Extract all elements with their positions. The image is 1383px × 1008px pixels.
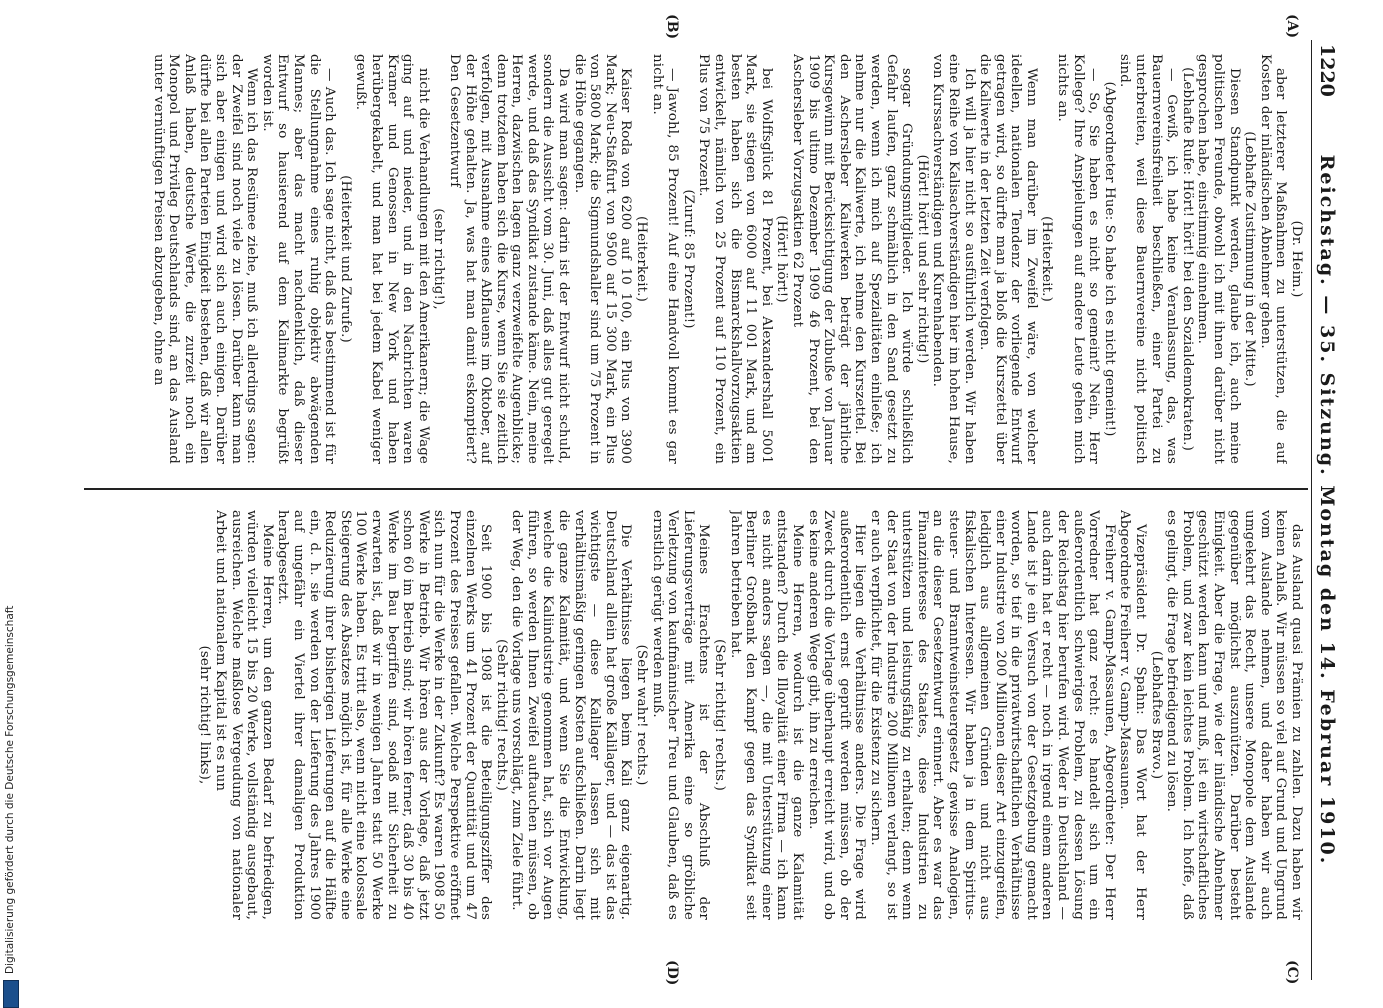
paragraph: (sehr richtig!), (431, 208, 447, 310)
paragraph: — Gewiß, ich habe keine Veranlassung, das, was Bauernvereinsfreiheit beschließen, einer Partei zu unterbreiten, weil diese Bauernvereine nicht politisch sind. (1117, 54, 1180, 464)
page-header (1311, 40, 1340, 980)
margin-mark-c: (C) (1284, 960, 1300, 985)
paragraph: Vizepräsident Dr. Spahn: Das Wort hat der Herr Abgeordnete Freiherr v. Gamp-Massaunen. (1117, 510, 1149, 920)
left-text-column (94, 54, 1304, 464)
margin-mark-d: (D) (664, 960, 680, 986)
paragraph: (Hört! hört! und sehr richtig!) (914, 154, 930, 364)
right-text-column (94, 510, 1304, 920)
paragraph: bei Wolffsglück 81 Prozent, bei Alexandershall 5001 Mark, sie stiegen von 6000 auf 11 001 Mark, und am besten haben sich die Bismarckshallvorzugsaktien entwickelt, nämlich von 25 Prozent auf 110 Prozent, ein Plus von 75 Prozent. (696, 54, 774, 464)
paragraph: sogar Gründungsmitglieder. Ich würde schließlich Gefahr laufen, ganz schmählich in den Sand gesetzt zu werden, wenn ich mich auf Spezialitäten einließe; ich nehme nur die Kaliwerte, ich nehme den Kurszettel. Bei den Aschersleber Kaliwerken beträgt der jährliche Kursgewinn mit Berücksichtigung der Zubuße von Januar 1909 bis ultimo Dezember 1909 46 Prozent, bei den Aschersleber Vorzugsaktien 62 Prozent (790, 54, 915, 464)
dfg-logo-icon (3, 980, 19, 1008)
paragraph: — Auch das. Ich sage nicht, daß das bestimmend ist für die Stellungnahme eines ruhig objektiv abwägenden Mannes; aber das macht nachdenklich, daß dieser Entwurf so hausierend auf dem Kalimarkte begrüßt worden ist. (259, 54, 338, 464)
paragraph: das Ausland quasi Prämien zu zahlen. Dazu haben wir keinen Anlaß. Wir müssen so viel auf Grund und Ungrund vom Auslande nehmen, und daher haben wir auch umgekehrt das Recht, unsere Monopole dem Auslande gegenüber möglichst auszunützen. Darüber besteht Einigkeit. Aber die Frage, wie der inländische Abnehmer geschützt werden kann und muß, ist ein wirtschaftliches Problem, und zwar kein leichtes Problem. Ich hoffe, daß es gelingt, die Frage befriedigend zu lösen. (1164, 510, 1304, 920)
paragraph: Diesen Standpunkt werden, glaube ich, auch meine politischen Freunde, obwohl ich mit ihnen darüber nicht gesprochen habe, einstimmig einnehmen. (1195, 54, 1242, 464)
paragraph: nicht die Verhandlungen mit den Amerikanern; die Wage ging auf und nieder, und in den Nachrichten waren Kramer und Genossen in New York und haben herübergekabelt, und man hat bei jedem Kabel weniger gewußt. (353, 54, 431, 464)
paragraph: Seit 1900 bis 1908 ist die Beteiligungsziffer des einzelnen Werks um 41 Prozent der Quantität und um 47 Prozent des Preises gefallen. Welche Perspektive eröffnet sich nun für die Werke in der Zukunft? Es waren 1908 50 Werke in Betrieb. Wir hören aus der Vorlage, daß jetzt schon 60 im Betrieb sind; wir hören ferner, daß 30 bis 40 Werke im Bau begriffen sind, sodaß mit Sicherheit zu erwarten ist, daß wir in wenigen Jahren statt 50 Werke 100 Werke haben. Es tritt also, wenn nicht eine kolossale Steigerung des Absatzes möglich ist, für alle Werke eine Reduzierung ihrer bisherigen Lieferungen auf die Hälfte ein, d. h. sie werden von der Lieferung des Jahres 1900 auf ungefähr ein Viertel ihrer damaligen Produktion herabgesetzt. (275, 510, 494, 920)
paragraph: (Sehr richtig! rechts.) (712, 639, 728, 791)
credit-sidebar (2, 14, 20, 999)
column-divider (84, 488, 1308, 490)
paragraph: (Heiterkeit und Zurufe.) (337, 175, 353, 343)
paragraph: — Jawohl, 85 Prozent! Auf eine Handvoll kommt es gar nicht an. (649, 54, 681, 464)
page-number: 1220 (1316, 44, 1338, 97)
paragraph: Wenn ich das Resümee ziehe, muß ich allerdings sagen: der Zweifel sind noch viele zu lösen. Darüber kann man sich aber einigen und wird sich auch einigen. Darüber dürfte bei allen Parteien Einigkeit bestehen, daß wir allen Anlaß haben, deutsche Werte, die zurzeit noch ein Monopol und Privileg Deutschlands sind, an das Ausland unter vernünftigen Preisen abzugeben, ohne an (150, 54, 260, 464)
paragraph: aber letzterer Maßnahmen zu unterstützen, die auf Kosten der inländischen Abnehmer gehen. (1257, 54, 1289, 464)
page-title: Reichstag. — 35. Sitzung. Montag den 14. Februar 1910. (1316, 154, 1338, 866)
paragraph: (sehr richtig! links), (197, 645, 213, 785)
digitization-credit: Digitalisierung gefördert durch die Deutsche Forschungsgemeinschaft (4, 605, 16, 974)
paragraph: (Abgeordneter Hue: So habe ich es nicht gemeint!) (1101, 81, 1117, 437)
paragraph: (Lebhafte Zustimmung in der Mitte.) (1242, 131, 1258, 387)
paragraph: Da wird man sagen: darin ist der Entwurf nicht schuld, sondern die Aussicht vom 30. Juni, daß alles gut geregelt werde, und daß das Syndikat zustande käme. Nein, meine Herren, dazwischen lagen ganz verzweifelte Augenblicke; denn trotzdem haben sich die Kurse, wenn Sie sie zeitlich verfolgen, mit Ausnahme eines Abflauens im Oktober, auf der Höhe gehalten. Ja, was hat man damit eskomptiert? Den Gesetzentwurf (446, 54, 572, 464)
paragraph: (Sehr richtig! rechts.) (493, 639, 509, 791)
paragraph: — So, Sie haben es nicht so gemeint? Nein, Herr Kollege? Ihre Anspielungen auf andere Leute gehen mich nichts an. (1055, 54, 1102, 464)
paragraph: (Lebhaftes Bravo.) (1148, 650, 1164, 780)
paragraph: (Lebhafte Rufe: Hört! hört! bei den Sozialdemokraten.) (1179, 67, 1195, 451)
paragraph: (Dr. Heim.) (1289, 220, 1304, 298)
paragraph: Freiherr v. Gamp-Massaunen, Abgeordneter: Der Herr Vorredner hat ganz recht: es handelt sich um ein außerordentlich schwieriges Problem, zu dessen Lösung der Reichstag hier berufen wird. Weder in Deutschland — auch darin hat er recht — noch in irgend einem anderen Lande ist je ein Versuch von der Gesetzgebung gemacht worden, so tief in die privatwirtschaftlichen Verhältnisse einer Industrie von 200 Millionen dieser Art einzugreifen, lediglich aus allgemeinen Gründen und nicht aus fiskalischen Interessen. Wir haben ja in dem Spiritus- steuer- und Branntweinsteuergesetz gewisse Analogien, an die dieser Gesetzentwurf erinnert. Aber es war das Finanzinteresse des Staates, diese Industrien zu unterstützen und leistungsfähig zu erhalten; denn wenn der Staat von der Industrie 200 Millionen verlangt, so ist er auch verpflichtet, für die Existenz zu sichern. (867, 510, 1117, 920)
paragraph: (Sehr wahr! rechts.) (634, 644, 650, 786)
paragraph: (Hört! hört!) (774, 215, 790, 303)
paragraph: Kaiser Roda von 6200 auf 10 100, ein Plus von 3900 Mark; Neu-Staßfurt von 9500 auf 15 300 Mark, ein Plus von 5800 Mark; die Sigmundshaller sind um 75 Prozent in die Höhe gegangen. (571, 54, 634, 464)
paragraph: Die Verhältnisse liegen beim Kali ganz eigenartig. Deutschland allein hat große Kalilager, und — das ist das wichtigste — diese Kalilager lassen sich mit verhältnismäßig geringen Kosten aufschließen. Darin liegt die ganze Kalamität, und wenn Sie die Entwicklung, welche die Kaliindustrie genommen hat, sich vor Augen führen, so werden Ihnen Zweifel auftauchen müssen, ob der Weg, den die Vorlage uns vorschlägt, zum Ziele führt. (509, 510, 634, 920)
paragraph: Meine Herren, wodurch ist die ganze Kalamität entstanden? Durch die Illoyalität einer Firma — ich kann es nicht anders sagen —, die mit Unterstützung einer Berliner Großbank den Kampf gegen das Syndikat seit Jahren betrieben hat. (727, 510, 805, 920)
margin-mark-b: (B) (664, 14, 680, 40)
scanned-page (80, 14, 1340, 986)
paragraph: (Heiterkeit.) (1039, 216, 1055, 302)
margin-mark-a: (A) (1284, 14, 1300, 39)
paragraph: Ich will ja hier nicht so ausführlich werden. Wir haben eine Reihe von Kalisachverständigen hier im hohen Hause, von Kurssachverständigen und Kurenhabenden. (930, 54, 977, 464)
paragraph: Meines Erachtens ist der Abschluß der Lieferungsverträge mit Amerika eine so gröbliche Verletzung von kaufmännischer Treu und Glauben, daß es ernstlich gerügt werden muß. (649, 510, 712, 920)
paragraph: (Zuruf: 85 Prozent!) (680, 189, 696, 329)
paragraph: (Heiterkeit.) (634, 216, 650, 302)
paragraph: Wenn man darüber im Zweifel wäre, von welcher ideellen, nationalen Tendenz der vorliegende Entwurf getragen wird, so dürfte man ja bloß die Kurszettel über die Kaliwerte in der letzten Zeit verfolgen. (977, 54, 1039, 464)
paragraph: Meine Herren, um den ganzen Bedarf zu befriedigen, würden vielleicht 15 bis 20 Werke, vollständig ausgebaut, ausreichen. Welche maßlose Vergeudung von nationaler Arbeit und nationalem Kapital ist es nun (213, 510, 275, 920)
paragraph: Hier liegen die Verhältnisse anders. Die Frage wird außerordentlich ernst geprüft werden müssen, ob der Zweck durch die Vorlage überhaupt erreicht wird, und ob es keine anderen Wege gibt, ihn zu erreichen. (805, 510, 868, 920)
